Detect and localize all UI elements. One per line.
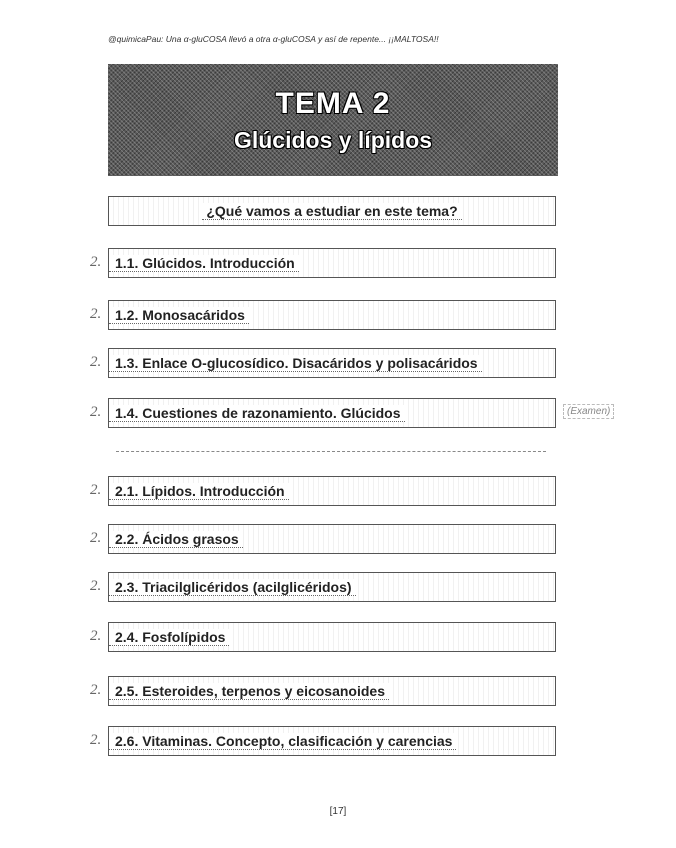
topic-box	[108, 524, 556, 554]
chapter-title: TEMA 2	[275, 86, 391, 120]
question-label: ¿Qué vamos a estudiar en este tema?	[202, 203, 461, 220]
topic-box	[108, 398, 556, 428]
topic-label: 2.6. Vitaminas. Concepto, clasificación y carencias	[109, 733, 456, 750]
handwritten-mark: 2.	[90, 306, 102, 322]
topic-box	[108, 622, 556, 652]
topic-label: 1.2. Monosacáridos	[109, 307, 249, 324]
title-banner	[108, 64, 558, 176]
topic-label: 1.1. Glúcidos. Introducción	[109, 255, 299, 272]
topic-label: 2.2. Ácidos grasos	[109, 531, 243, 548]
page-number: [17]	[329, 806, 347, 817]
side-note: (Examen)	[563, 404, 614, 419]
topic-label: 1.4. Cuestiones de razonamiento. Glúcidos	[109, 405, 405, 422]
handwritten-mark: 2.	[90, 482, 102, 498]
question-box	[108, 196, 556, 226]
topic-box	[108, 248, 556, 278]
handwritten-mark: 2.	[90, 354, 102, 370]
topic-box	[108, 476, 556, 506]
section-separator	[116, 451, 546, 452]
chapter-subtitle: Glúcidos y lípidos	[233, 126, 433, 153]
topic-label: 1.3. Enlace O-glucosídico. Disacáridos y polisacáridos	[109, 355, 482, 372]
topic-label: 2.4. Fosfolípidos	[109, 629, 229, 646]
handwritten-mark: 2.	[90, 732, 102, 748]
topic-label: 2.3. Triacilglicéridos (acilglicéridos)	[109, 579, 356, 596]
handwritten-mark: 2.	[90, 628, 102, 644]
topic-box	[108, 676, 556, 706]
topic-box	[108, 348, 556, 378]
header-quote: @quimicaPau: Una α-gluCOSA llevó a otra α-gluCOSA y así de repente... ¡¡MALTOSA!!	[108, 34, 439, 44]
handwritten-mark: 2.	[90, 254, 102, 270]
topic-box	[108, 300, 556, 330]
handwritten-mark: 2.	[90, 578, 102, 594]
topic-label: 2.5. Esteroides, terpenos y eicosanoides	[109, 683, 389, 700]
handwritten-mark: 2.	[90, 682, 102, 698]
topic-box	[108, 572, 556, 602]
handwritten-mark: 2.	[90, 404, 102, 420]
handwritten-mark: 2.	[90, 530, 102, 546]
topic-box	[108, 726, 556, 756]
topic-label: 2.1. Lípidos. Introducción	[109, 483, 289, 500]
